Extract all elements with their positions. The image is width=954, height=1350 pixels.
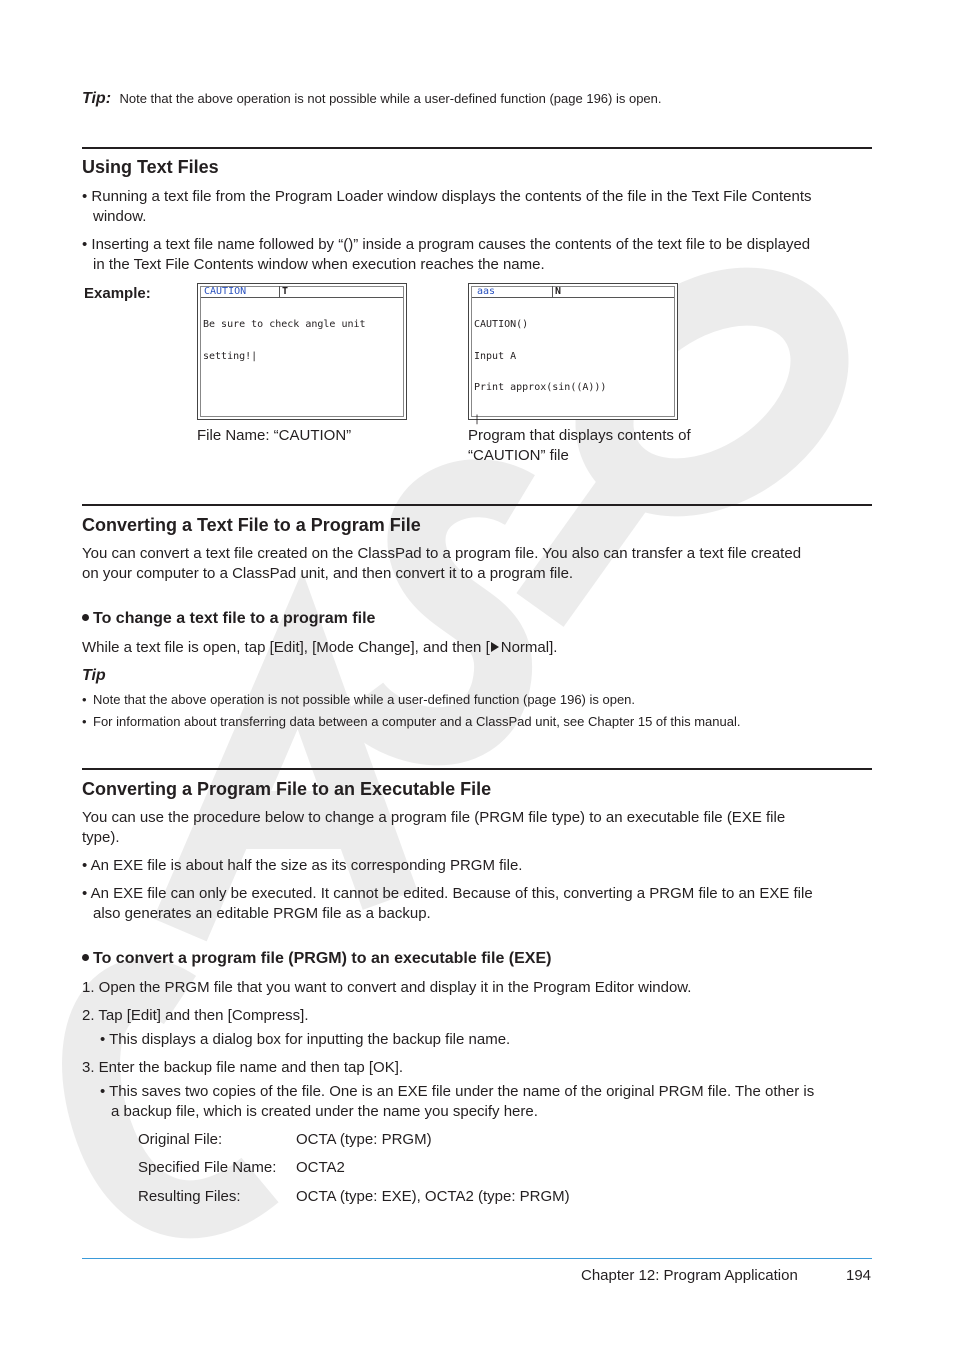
footer-page-number: 194 bbox=[846, 1267, 872, 1284]
step-note: a backup file, which is created under the name you specify here. bbox=[111, 1103, 538, 1120]
file-table-value: OCTA (type: PRGM) bbox=[296, 1131, 432, 1148]
bullet-line: in the Text File Contents window when execution reaches the name. bbox=[93, 256, 545, 273]
top-tip bbox=[82, 90, 662, 108]
screen-title-bar bbox=[472, 286, 674, 298]
bullet-line: • Inserting a text file name followed by “()” inside a program causes the contents of the text file to be displayed bbox=[82, 236, 811, 253]
file-table-row bbox=[138, 1187, 838, 1207]
file-table-value: OCTA (type: EXE), OCTA2 (type: PRGM) bbox=[296, 1188, 570, 1205]
file-table-row bbox=[138, 1130, 838, 1150]
screen-line: Input A bbox=[474, 350, 517, 362]
bullet-line: • An EXE file can only be executed. It cannot be edited. Because of this, converting a PRGM file to an EXE file bbox=[82, 885, 813, 902]
section2-intro bbox=[82, 544, 872, 584]
subhead-change-text-file bbox=[82, 609, 375, 629]
bullet-line: window. bbox=[93, 208, 147, 225]
tip-label: Tip: bbox=[82, 90, 112, 107]
bullet-line: • Running a text file from the Program Loader window displays the contents of the file in the Text File Contents bbox=[82, 188, 812, 205]
screen1-caption: File Name: “CAUTION” bbox=[197, 427, 352, 444]
tip-item-text: Note that the above operation is not possible while a user-defined function (page 196) is open. bbox=[93, 692, 636, 707]
section-divider bbox=[82, 147, 872, 149]
section-title-text-to-program: Converting a Text File to a Program File bbox=[82, 515, 421, 535]
subhead-text: To convert a program file (PRGM) to an executable file (EXE) bbox=[93, 950, 552, 967]
section-title-program-to-exe: Converting a Program File to an Executable File bbox=[82, 779, 492, 799]
step-note: • This displays a dialog box for inputting the backup file name. bbox=[100, 1031, 511, 1048]
footer-chapter: Chapter 12: Program Application bbox=[581, 1267, 798, 1284]
step-line: 2. Tap [Edit] and then [Compress]. bbox=[82, 1007, 309, 1024]
step-note: • This saves two copies of the file. One is an EXE file under the name of the original PRGM file. The other is bbox=[100, 1083, 815, 1100]
tip-list bbox=[82, 691, 872, 731]
bullet-line: also generates an editable PRGM file as a backup. bbox=[93, 905, 431, 922]
calculator-screen-caution bbox=[197, 283, 407, 420]
file-table-label: Resulting Files: bbox=[138, 1188, 241, 1205]
bullet-line: • An EXE file is about half the size as its corresponding PRGM file. bbox=[82, 857, 523, 874]
screen2-caption bbox=[468, 426, 691, 466]
tip-label: Tip bbox=[82, 667, 106, 684]
tip-item: • For information about transferring data between a computer and a ClassPad unit, see Chapter 15 of this manual. bbox=[82, 714, 741, 729]
caption-line: Program that displays contents of bbox=[468, 427, 691, 444]
screen-line: Print approx(sin((A))) bbox=[474, 382, 607, 393]
section-divider bbox=[82, 504, 872, 506]
section-title-using-text-files: Using Text Files bbox=[82, 157, 219, 177]
step-line: 3. Enter the backup file name and then tap [OK]. bbox=[82, 1059, 404, 1076]
screen-tab-label: aas bbox=[477, 286, 496, 297]
screen-text bbox=[203, 299, 366, 383]
screen-line: setting!| bbox=[203, 350, 258, 362]
section1-bullets bbox=[82, 187, 872, 275]
screen-title-bar bbox=[201, 286, 403, 298]
file-table bbox=[138, 1130, 838, 1207]
right-triangle-icon bbox=[491, 642, 499, 652]
paragraph-line: You can convert a text file created on the ClassPad to a program file. You also can transfer a text file created bbox=[82, 545, 802, 562]
instruction-text: Normal]. bbox=[500, 639, 558, 656]
section3-intro bbox=[82, 808, 872, 924]
section-divider bbox=[82, 768, 872, 770]
tip-item: • Note that the above operation is not possible while a user-defined function (page 196) is open. bbox=[82, 692, 636, 707]
screen-mode-label: T bbox=[279, 286, 288, 297]
caption-line: “CAUTION” file bbox=[468, 447, 569, 464]
paragraph-line: type). bbox=[82, 829, 120, 846]
screen-line: | bbox=[474, 413, 481, 425]
footer-rule bbox=[82, 1258, 872, 1259]
screen-mode-label: N bbox=[552, 286, 561, 297]
tip-item-text: For information about transferring data between a computer and a ClassPad unit, see Chapter 15 of this manual. bbox=[93, 714, 741, 729]
screen-line: Be sure to check angle unit bbox=[203, 319, 366, 330]
screen-tab-label: CAUTION bbox=[204, 286, 247, 297]
screen-line: CAUTION() bbox=[474, 319, 529, 330]
file-table-value: OCTA2 bbox=[296, 1159, 345, 1176]
calculator-screen-program bbox=[468, 283, 678, 425]
file-table-row bbox=[138, 1158, 838, 1178]
file-table-label: Specified File Name: bbox=[138, 1159, 277, 1176]
subhead-convert-program bbox=[82, 949, 551, 969]
paragraph-line: You can use the procedure below to change a program file (PRGM file type) to an executable file (EXE file bbox=[82, 809, 786, 826]
bullet-dot-icon bbox=[82, 614, 89, 621]
paragraph-line: on your computer to a ClassPad unit, and then convert it to a program file. bbox=[82, 565, 574, 582]
example-label: Example: bbox=[84, 285, 151, 302]
file-table-label: Original File: bbox=[138, 1131, 223, 1148]
instruction-mode-change bbox=[82, 638, 557, 658]
step-line: 1. Open the PRGM file that you want to convert and display it in the Program Editor window. bbox=[82, 979, 692, 996]
screen-text bbox=[474, 299, 606, 446]
subhead-text: To change a text file to a program file bbox=[93, 610, 376, 627]
procedure-steps bbox=[82, 978, 872, 1122]
instruction-text: While a text file is open, tap [Edit], [Mode Change], and then [ bbox=[82, 639, 490, 656]
bullet-dot-icon bbox=[82, 954, 89, 961]
tip-text: Note that the above operation is not possible while a user-defined function (page 196) is open. bbox=[119, 91, 662, 106]
